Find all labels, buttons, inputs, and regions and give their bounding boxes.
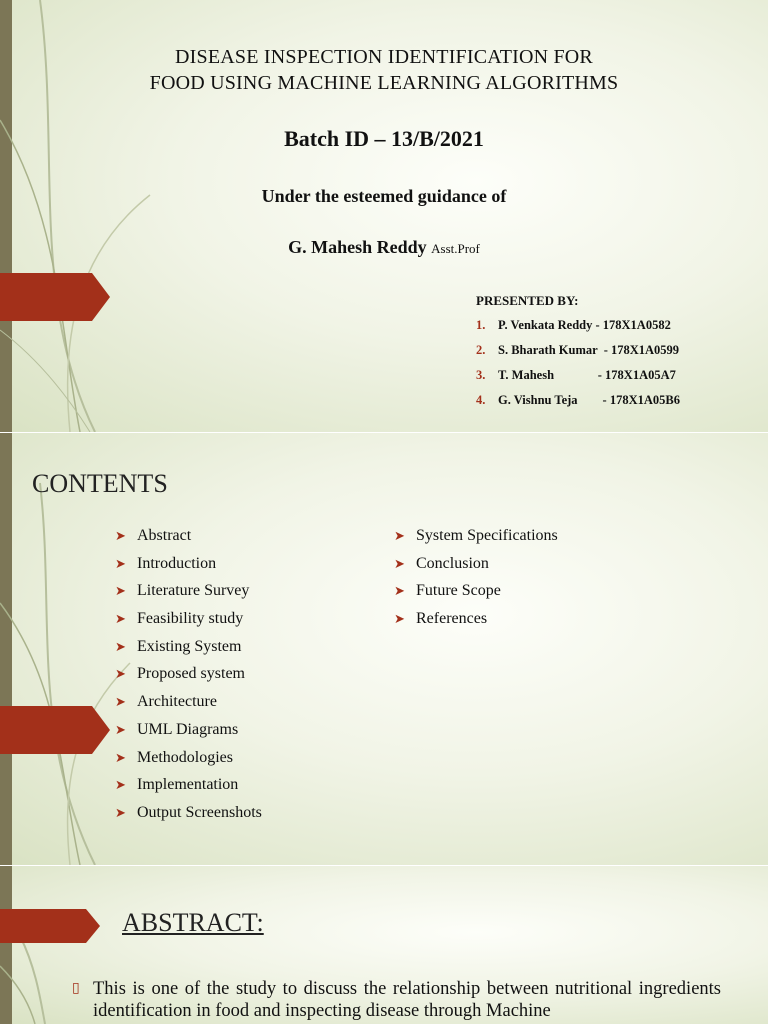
batch-id: Batch ID – 13/B/2021 [284,126,484,151]
presenter-text: P. Venkata Reddy - 178X1A0582 [498,318,671,332]
contents-item [115,721,262,749]
presenter-number: 1. [476,318,486,332]
arrow-bullet-icon: ➤ [394,529,405,544]
arrow-bullet-icon: ➤ [115,805,126,821]
abstract-title: ABSTRACT: [122,908,264,937]
presenter-number: 4. [476,393,486,407]
red-tab-shape [0,273,110,321]
contents-list-right [394,527,558,638]
arrow-bullet-icon: ➤ [115,584,126,600]
contents-list-left [115,527,262,832]
contents-item-label: Future Scope [416,582,501,600]
red-tab-shape [0,706,110,754]
contents-item-label: Literature Survey [137,582,250,600]
abstract-paragraph: This is one of the study to discuss the relationship between nutritional ingredients identification in food and inspecting disease through Machine [93,979,721,1021]
contents-item [115,665,262,693]
abstract-slide [0,866,768,1024]
guidance-text: Under the esteemed guidance of [261,186,507,206]
guide-line [0,237,768,258]
red-tab-shape [0,909,100,943]
contents-item-label: UML Diagrams [137,720,239,738]
contents-item [115,582,262,610]
arrow-bullet-icon: ➤ [394,612,405,628]
contents-item [115,804,262,832]
contents-item [115,610,262,638]
presenter-list [476,318,680,418]
arrow-bullet-icon: ➤ [115,529,126,544]
contents-item-label: System Specifications [416,527,558,544]
arrow-bullet-icon: ➤ [115,695,126,711]
title-line-1: DISEASE INSPECTION IDENTIFICATION FOR [175,46,593,68]
title-slide [0,0,768,432]
contents-item [394,527,558,555]
contents-item-label: Output Screenshots [137,803,262,821]
presenter-item [476,368,680,393]
arrow-bullet-icon: ➤ [115,722,126,738]
arrow-bullet-icon: ➤ [394,556,405,572]
presenter-text: T. Mahesh - 178X1A05A7 [498,368,676,382]
presenter-text: S. Bharath Kumar - 178X1A0599 [498,343,680,357]
contents-item [115,555,262,583]
contents-slide [0,433,768,865]
presenter-text: G. Vishnu Teja - 178X1A05B6 [498,393,680,407]
contents-item-label: Implementation [137,776,239,794]
presenter-item [476,318,680,343]
arrow-bullet-icon: ➤ [394,584,405,600]
contents-item [115,638,262,666]
arrow-bullet-icon: ➤ [115,778,126,794]
contents-item-label: Conclusion [416,554,489,572]
presenter-number: 3. [476,368,486,382]
presenter-number: 2. [476,343,486,357]
presenter-item [476,343,680,368]
contents-item [115,693,262,721]
contents-item [394,610,558,638]
box-bullet-icon: ▯ [72,980,80,996]
contents-item-label: Existing System [137,637,242,655]
guide-name: G. Mahesh Reddy [288,237,427,257]
contents-item [115,749,262,777]
arrow-bullet-icon: ➤ [115,556,126,572]
arrow-bullet-icon: ➤ [115,612,126,628]
contents-item-label: Architecture [137,693,217,711]
presentation-title [0,44,768,96]
contents-item-label: References [416,610,488,628]
presented-by-label: PRESENTED BY: [476,293,579,308]
title-line-2: FOOD USING MACHINE LEARNING ALGORITHMS [149,72,619,94]
contents-item-label: Methodologies [137,748,233,766]
contents-item [115,776,262,804]
contents-item-label: Introduction [137,554,217,572]
arrow-bullet-icon: ➤ [115,750,126,766]
contents-item [394,555,558,583]
guide-role: Asst.Prof [431,241,480,256]
presenter-item [476,393,680,418]
contents-item [394,582,558,610]
arrow-bullet-icon: ➤ [115,667,126,683]
contents-item-label: Feasibility study [137,610,244,628]
contents-title: CONTENTS [32,469,168,498]
arrow-bullet-icon: ➤ [115,639,126,655]
contents-item-label: Proposed system [137,665,245,683]
contents-item [115,527,262,555]
contents-item-label: Abstract [137,527,192,544]
